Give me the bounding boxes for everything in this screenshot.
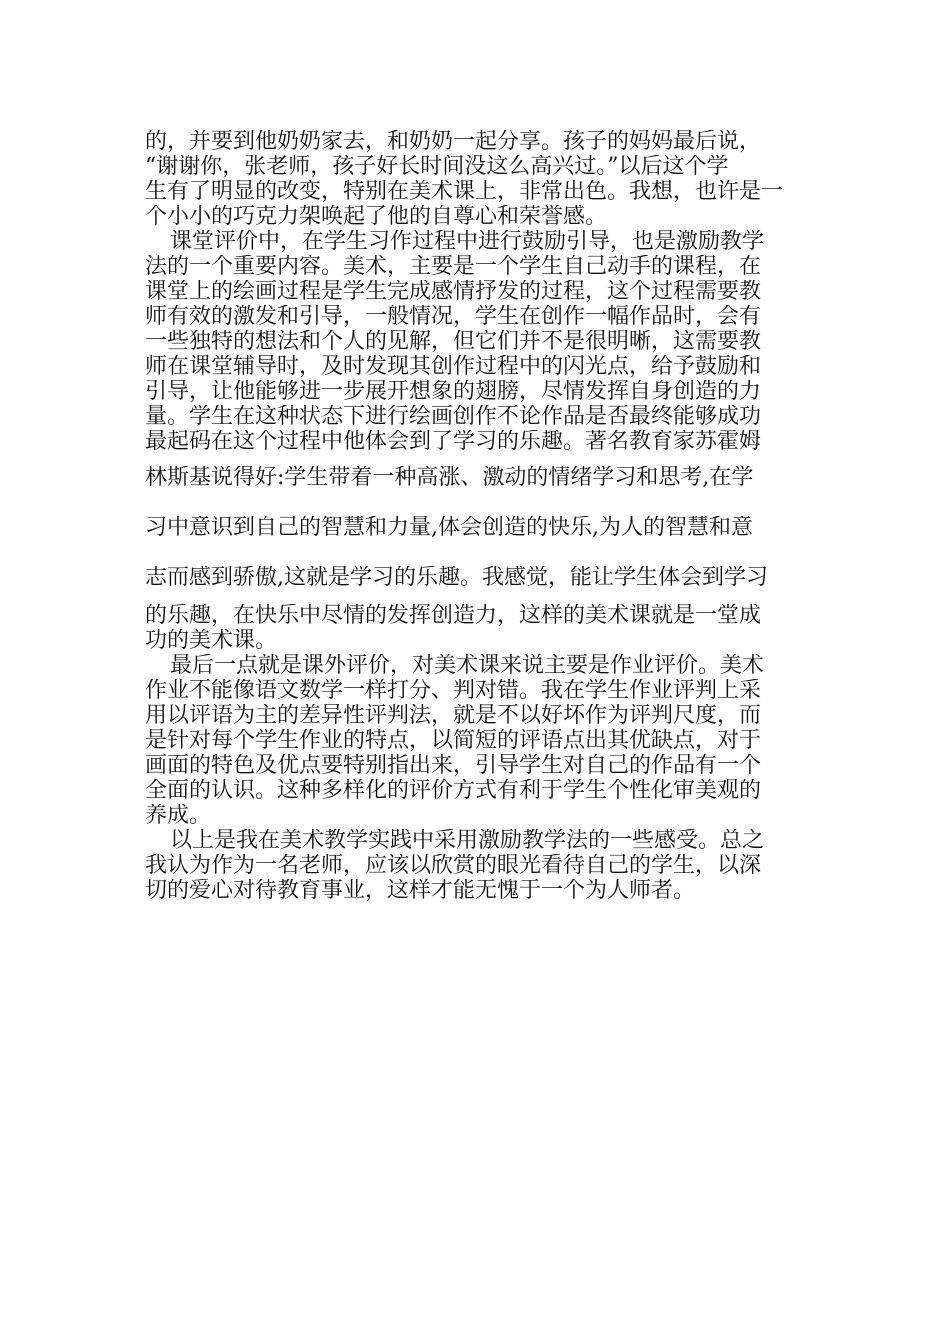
text-line: 林斯基说得好:学生带着一种高涨、激动的情绪学习和思考,在学 [145, 466, 754, 490]
text-line: 师有效的激发和引导，一般情况，学生在创作一幅作品时，会有 [145, 305, 762, 329]
text-line: 习中意识到自己的智慧和力量,体会创造的快乐,为人的智慧和意 [145, 516, 753, 540]
text-line: “谢谢你，张老师，孩子好长时间没这么高兴过。”以后这个学 [145, 155, 729, 179]
text-line: 切的爱心对待教育事业，这样才能无愧于一个为人师者。 [145, 879, 696, 903]
text-line: 是针对每个学生作业的特点，以简短的评语点出其优缺点，对于 [145, 729, 762, 753]
text-line: 的乐趣，在快乐中尽情的发挥创造力，这样的美术课就是一堂成 [145, 604, 762, 628]
text-line: 志而感到骄傲,这就是学习的乐趣。我感觉，能让学生体会到学习 [145, 566, 768, 590]
text-line: 用以评语为主的差异性评判法，就是不以好坏作为评判尺度，而 [145, 704, 762, 728]
text-line: 生有了明显的改变，特别在美术课上，非常出色。我想，也许是一 [145, 180, 784, 204]
paragraph-first-line: 课堂评价中，在学生习作过程中进行鼓励引导，也是激励教学 [170, 230, 765, 254]
text-line: 的，并要到他奶奶家去，和奶奶一起分享。孩子的妈妈最后说， [145, 130, 762, 154]
text-line: 我认为作为一名老师，应该以欣赏的眼光看待自己的学生，以深 [145, 854, 762, 878]
text-line: 最起码在这个过程中他体会到了学习的乐趣。著名教育家苏霍姆 [145, 430, 762, 454]
text-line: 作业不能像语文数学一样打分、判对错。我在学生作业评判上采 [145, 679, 762, 703]
paragraph-first-line: 最后一点就是课外评价，对美术课来说主要是作业评价。美术 [170, 654, 765, 678]
text-line: 师在课堂辅导时，及时发现其创作过程中的闪光点，给予鼓励和 [145, 355, 762, 379]
text-line: 个小小的巧克力架唤起了他的自尊心和荣誉感。 [145, 205, 608, 229]
paragraph-first-line: 以上是我在美术教学实践中采用激励教学法的一些感受。总之 [170, 829, 765, 853]
text-line: 功的美术课。 [145, 629, 278, 653]
text-line: 课堂上的绘画过程是学生完成感情抒发的过程，这个过程需要教 [145, 280, 762, 304]
text-line: 法的一个重要内容。美术，主要是一个学生自己动手的课程，在 [145, 255, 762, 279]
text-line: 画面的特色及优点要特别指出来，引导学生对自己的作品有一个 [145, 754, 762, 778]
text-line: 全面的认识。这种多样化的评价方式有利于学生个性化审美观的 [145, 779, 762, 803]
text-line: 养成。 [145, 804, 212, 828]
text-line: 引导，让他能够进一步展开想象的翅膀，尽情发挥自身创造的力 [145, 380, 762, 404]
text-line: 一些独特的想法和个人的见解，但它们并不是很明晰，这需要教 [145, 330, 762, 354]
text-line: 量。学生在这种状态下进行绘画创作不论作品是否最终能够成功 [145, 405, 762, 429]
